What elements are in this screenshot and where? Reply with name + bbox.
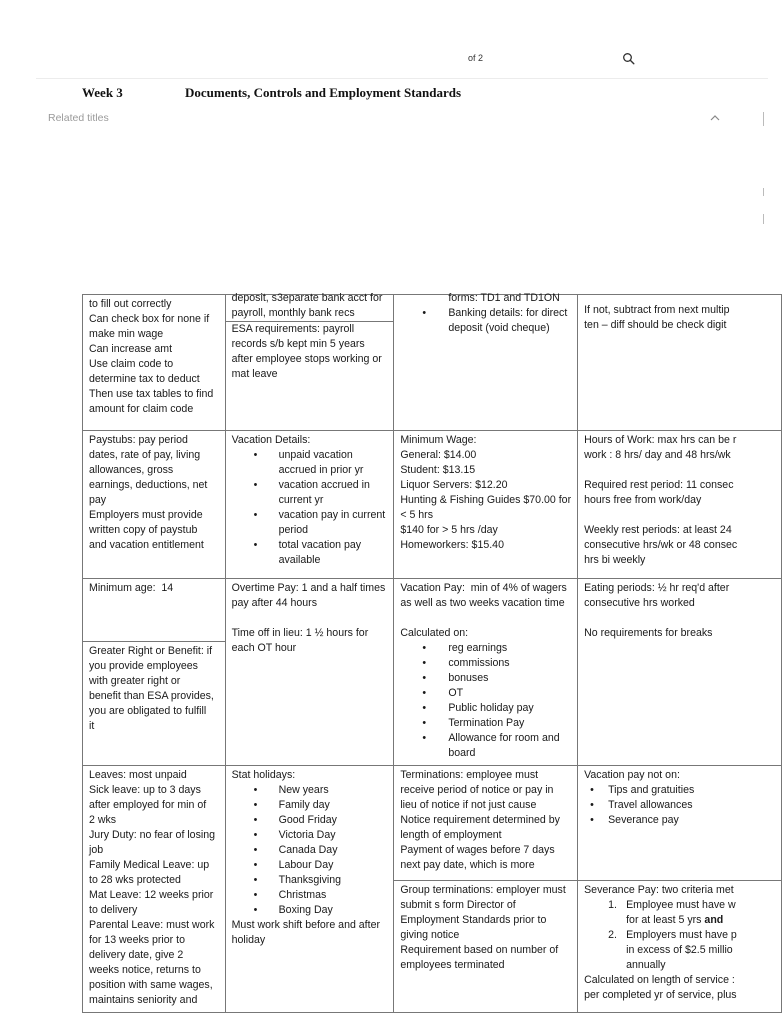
numbered-list (584, 898, 775, 973)
cell-heading: Calculated on: (400, 627, 469, 639)
week-label: Week 3 (82, 85, 123, 100)
cell-line: you provide employees (89, 660, 198, 672)
list-item (584, 898, 775, 928)
cell-line: Paystubs: pay period (89, 434, 188, 446)
cell-line: Minimum Wage: (400, 434, 477, 446)
cell-line: Liquor Servers: $12.20 (400, 479, 508, 491)
table-cell (578, 431, 782, 579)
cell-line: after employed for min of (89, 799, 207, 811)
cell-line: position with same wages, (89, 979, 213, 991)
cell-line: pay (89, 494, 107, 506)
list-item: • New years (232, 783, 388, 798)
cell-line: Employers must have p (626, 929, 737, 941)
cell-line: it (89, 720, 95, 732)
cell-heading: Stat holidays: (231, 769, 296, 781)
cell-line: allowances, gross (89, 464, 174, 476)
cell-line: in excess of $2.5 millio (626, 944, 733, 956)
cell-line: Calculated on length of service : (584, 974, 735, 986)
list-item: • Allowance for room and board (400, 731, 571, 761)
related-titles-label: Related titles (48, 112, 109, 124)
list-item: • Thanksgiving (232, 873, 388, 888)
cell-line: earnings, deductions, net (89, 479, 208, 491)
sub-cell (83, 641, 225, 738)
cell-line: delivery date, give 2 (89, 949, 184, 961)
cell-line: Notice requirement determined by (400, 814, 560, 826)
cell-line: $140 for > 5 hrs /day (400, 524, 498, 536)
list-item: • Travel allowances (584, 798, 775, 813)
cell-line: < 5 hrs (400, 509, 434, 521)
cell-line: maintains seniority and (89, 994, 198, 1006)
cell-line: ESA requirements: payroll (231, 323, 355, 335)
list-item: • Family day (232, 798, 388, 813)
bullet-list (232, 783, 388, 918)
cell-line: next pay date, which is more (400, 859, 535, 871)
scroll-edge-mark (763, 214, 764, 224)
list-item: • total vacation pay available (232, 538, 388, 568)
table-cell (394, 292, 578, 431)
cell-line: lieu of notice if not just cause (400, 799, 537, 811)
cell-line: payroll, monthly bank recs (231, 307, 355, 319)
cell-line: Eating periods: ½ hr req'd after (584, 582, 730, 594)
cell-line: ten – diff should be check digit (584, 319, 727, 331)
cell-line: you are obligated to fulfill (89, 705, 207, 717)
cell-line: to 28 wks protected (89, 874, 181, 886)
chevron-up-icon[interactable] (709, 114, 721, 122)
page-count: of 2 (468, 53, 484, 63)
list-item: • Good Friday (232, 813, 388, 828)
cell-line: employees terminated (400, 959, 505, 971)
cell-line (89, 282, 219, 297)
cell-line: Time off in lieu: 1 ½ hours for (231, 627, 369, 639)
list-number: 1. (608, 899, 617, 911)
list-item: • Tips and gratuities (584, 783, 775, 798)
cell-line: written copy of paystub (89, 524, 198, 536)
table-row (83, 766, 782, 1013)
table-cell (394, 579, 578, 766)
cell-line: annually (626, 959, 666, 971)
table-cell (83, 295, 226, 431)
cell-line: Must work shift before and after (231, 919, 380, 931)
list-item: • Public holiday pay (400, 701, 571, 716)
list-item: • Christmas (232, 888, 388, 903)
cell-line: Employers must provide (89, 509, 203, 521)
cell-line: make min wage (89, 328, 164, 340)
cell-line: Family Medical Leave: up (89, 859, 210, 871)
list-item: • Banking details: for direct deposit (void cheque) (400, 306, 571, 336)
list-item: • Labour Day (232, 858, 388, 873)
cell-line: General: $14.00 (400, 449, 477, 461)
table-cell (225, 766, 394, 1013)
table-row (83, 431, 782, 579)
cell-line: forms: TD1 and TD1ON (448, 292, 560, 304)
document-title: Documents, Controls and Employment Standards (185, 85, 462, 100)
cell-line: to fill out correctly (89, 298, 172, 310)
cell-line: as well as two weeks vacation time (400, 597, 565, 609)
cell-line: Can increase amt (89, 343, 173, 355)
list-item: • bonuses (400, 671, 571, 686)
sub-cell (394, 880, 577, 1013)
cell-heading: Severance Pay: two criteria met (584, 884, 734, 896)
scroll-edge-mark (763, 188, 764, 196)
cell-line: Then use tax tables to find (89, 388, 214, 400)
bold-word: and (704, 914, 724, 926)
cell-line: hrs bi weekly (584, 554, 646, 566)
related-titles-panel (36, 104, 768, 294)
list-item: • unpaid vacation accrued in prior yr (232, 448, 388, 478)
cell-line: records s/b kept min 5 years (231, 338, 365, 350)
search-icon[interactable] (622, 52, 636, 66)
list-item: • OT (400, 686, 571, 701)
cell-heading: Vacation pay not on: (584, 769, 680, 781)
cell-line: Requirement based on number of (400, 944, 559, 956)
table-row (83, 295, 782, 431)
sub-cell (578, 880, 781, 1013)
cell-line: each OT hour (231, 642, 297, 654)
cell-line: Jury Duty: no fear of losing (89, 829, 216, 841)
bullet-list (584, 783, 775, 828)
cell-line: Can check box for none if (89, 313, 210, 325)
cell-line: mat leave (231, 368, 278, 380)
cell-line: No requirements for breaks (584, 627, 713, 639)
cell-line: Hours of Work: max hrs can be r (584, 434, 737, 446)
cell-line: for at least 5 yrs (626, 914, 705, 926)
table-cell (83, 579, 226, 766)
cell-line: and vacation entitlement (89, 539, 204, 551)
cell-line: with greater right or (89, 675, 181, 687)
cell-line: Parental Leave: must work (89, 919, 215, 931)
cell-line: consecutive hrs worked (584, 597, 695, 609)
cell-line: Leaves: most unpaid (89, 769, 187, 781)
cell-line: Employee must have w (626, 899, 736, 911)
cell-line: Overtime Pay: 1 and a half times (231, 582, 386, 594)
table-cell (394, 766, 578, 1013)
cell-line: submit s form Director of (400, 899, 516, 911)
cell-line: determine tax to deduct (89, 373, 200, 385)
cell-line: Mat Leave: 12 weeks prior (89, 889, 214, 901)
cell-line: Required rest period: 11 consec (584, 479, 734, 491)
bullet-list (400, 306, 571, 336)
cell-line: giving notice (400, 929, 460, 941)
cell-heading: Vacation Details: (231, 434, 311, 446)
table-cell (394, 431, 578, 579)
cell-line: pay after 44 hours (231, 597, 318, 609)
cell-line: Employment Standards prior to (400, 914, 547, 926)
cell-line: to delivery (89, 904, 138, 916)
list-item (584, 928, 775, 973)
table-cell (83, 766, 226, 1013)
cell-line: Terminations: employee must (400, 769, 539, 781)
cell-line: hours free from work/day (584, 494, 702, 506)
document-toolbar (36, 40, 768, 79)
scroll-edge-mark (763, 112, 764, 126)
document-table (82, 292, 742, 1006)
cell-line: deposit, s3eparate bank acct for (231, 292, 383, 304)
cell-line: benefit than ESA provides, (89, 690, 214, 702)
cell-line: Group terminations: employer must (400, 884, 566, 896)
cell-line: per completed yr of service, plus (584, 989, 737, 1001)
table-cell (578, 295, 782, 431)
cell-line: work : 8 hrs/ day and 48 hrs/wk (584, 449, 731, 461)
cell-line: for 13 weeks prior to (89, 934, 185, 946)
list-item: • Termination Pay (400, 716, 571, 731)
list-item: • Boxing Day (232, 903, 388, 918)
cell-line: If not, subtract from next multip (584, 304, 730, 316)
cell-line: Payment of wages before 7 days (400, 844, 555, 856)
table-cell (225, 292, 394, 431)
cell-line: Vacation Pay: min of 4% of wagers (400, 582, 567, 594)
list-item: • commissions (400, 656, 571, 671)
cell-line: Homeworkers: $15.40 (400, 539, 504, 551)
cell-line: Hunting & Fishing Guides $70.00 for (400, 494, 572, 506)
table-cell (225, 431, 394, 579)
list-item: • Canada Day (232, 843, 388, 858)
cell-line: amount for claim code (89, 403, 194, 415)
cell-line: Minimum age: 14 (89, 582, 174, 594)
cell-line: Greater Right or Benefit: if (89, 645, 213, 657)
cell-line: after employee stops working or (231, 353, 382, 365)
list-number: 2. (608, 929, 617, 941)
list-item: • Severance pay (584, 813, 775, 828)
table-cell (225, 579, 394, 766)
cell-line: weeks notice, returns to (89, 964, 201, 976)
list-item: • reg earnings (400, 641, 571, 656)
table-cell (83, 431, 226, 579)
cell-line: consecutive hrs/wk or 48 consec (584, 539, 738, 551)
list-item: • Victoria Day (232, 828, 388, 843)
cell-line: Student: $13.15 (400, 464, 476, 476)
list-item: • vacation pay in current period (232, 508, 388, 538)
cell-line: job (89, 844, 104, 856)
cell-line: receive period of notice or pay in (400, 784, 554, 796)
cell-line: Use claim code to (89, 358, 174, 370)
cell-line: Sick leave: up to 3 days (89, 784, 201, 796)
cell-line: Weekly rest periods: at least 24 (584, 524, 732, 536)
cell-line: 2 wks (89, 814, 117, 826)
bullet-list (400, 641, 571, 761)
cell-line: dates, rate of pay, living (89, 449, 201, 461)
inner-divider (226, 321, 394, 382)
cell-line: length of employment (400, 829, 502, 841)
table-row (83, 579, 782, 766)
list-item: • vacation accrued in current yr (232, 478, 388, 508)
cell-line: holiday (231, 934, 266, 946)
table-cell (578, 766, 782, 1013)
table-cell (578, 579, 782, 766)
bullet-list (232, 448, 388, 568)
